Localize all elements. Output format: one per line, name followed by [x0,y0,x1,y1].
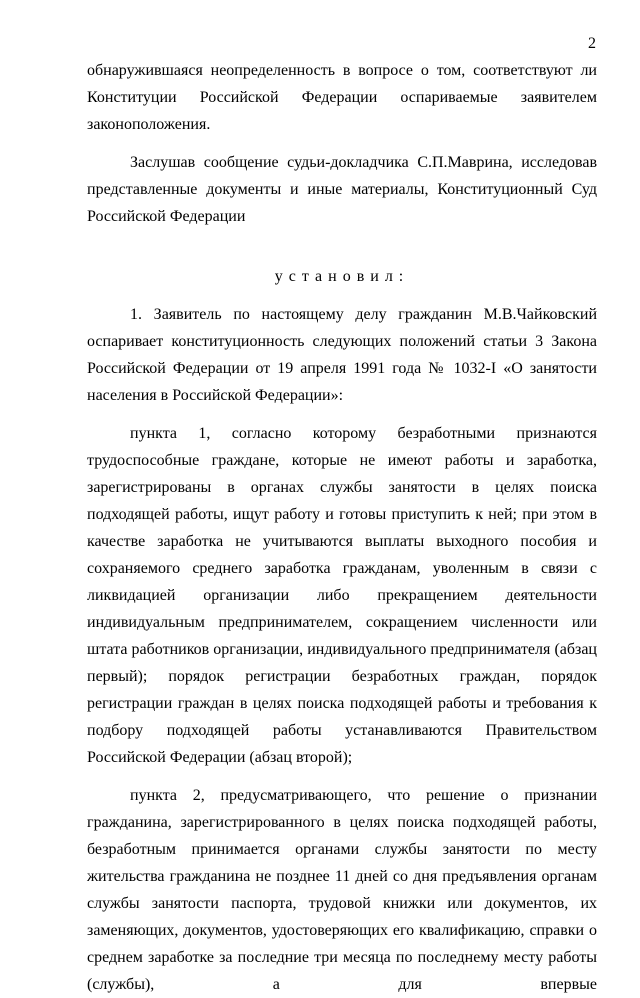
paragraph-continuation: обнаружившаяся неопределенность в вопросе о том, соответствуют ли Конституции Российской Федерации оспариваемые заявителем законоположения. [87,62,597,133]
paragraph-claim: 1. Заявитель по настоящему делу гражданин М.В.Чайковский оспаривает конституционность следующих положений статьи 3 Закона Российской Федерации от 19 апреля 1991 года № 1032-I «О занятости населения в Российской Федерации»: [87,306,597,404]
paragraph-point-1: пункта 1, согласно которому безработными признаются трудоспособные граждане, которые не имеют работы и заработка, зарегистрированы в органах службы занятости в целях поиска подходящей работы, ищут работу и готовы приступить к ней; при этом в качестве заработка не учитываются выплаты выходного пособия и сохраняемого среднего заработка гражданам, уволенным в связи с ликвидацией организации либо прекращением деятельности индивидуальным предпринимателем, сокращением численности или штата работников организации, индивидуального предпринимателя (абзац первый); порядок регистрации безработных граждан, порядок регистрации граждан в целях поиска подходящей работы и требования к подбору подходящей работы устанавливаются Правительством Российской Федерации (абзац второй); [87,425,597,766]
section-heading: установил: [274,268,410,285]
document-body [87,57,597,998]
paragraph-point-2: пункта 2, предусматривающего, что решение о признании гражданина, зарегистрированного в целях поиска подходящей работы, безработным принимается органами службы занятости по месту жительства гражданина не позднее 11 дней со дня предъявления органам службы занятости паспорта, трудовой книжки или документов, их заменяющих, документов, удостоверяющих его квалификацию, справки о среднем заработке за последние три месяца по последнему месту работы (службы), а для впервые [87,787,597,993]
paragraph-hearing: Заслушав сообщение судьи-докладчика С.П.Маврина, исследовав представленные документы и иные материалы, Конституционный Суд Российской Федерации [87,154,597,225]
page-number: 2 [588,35,596,52]
